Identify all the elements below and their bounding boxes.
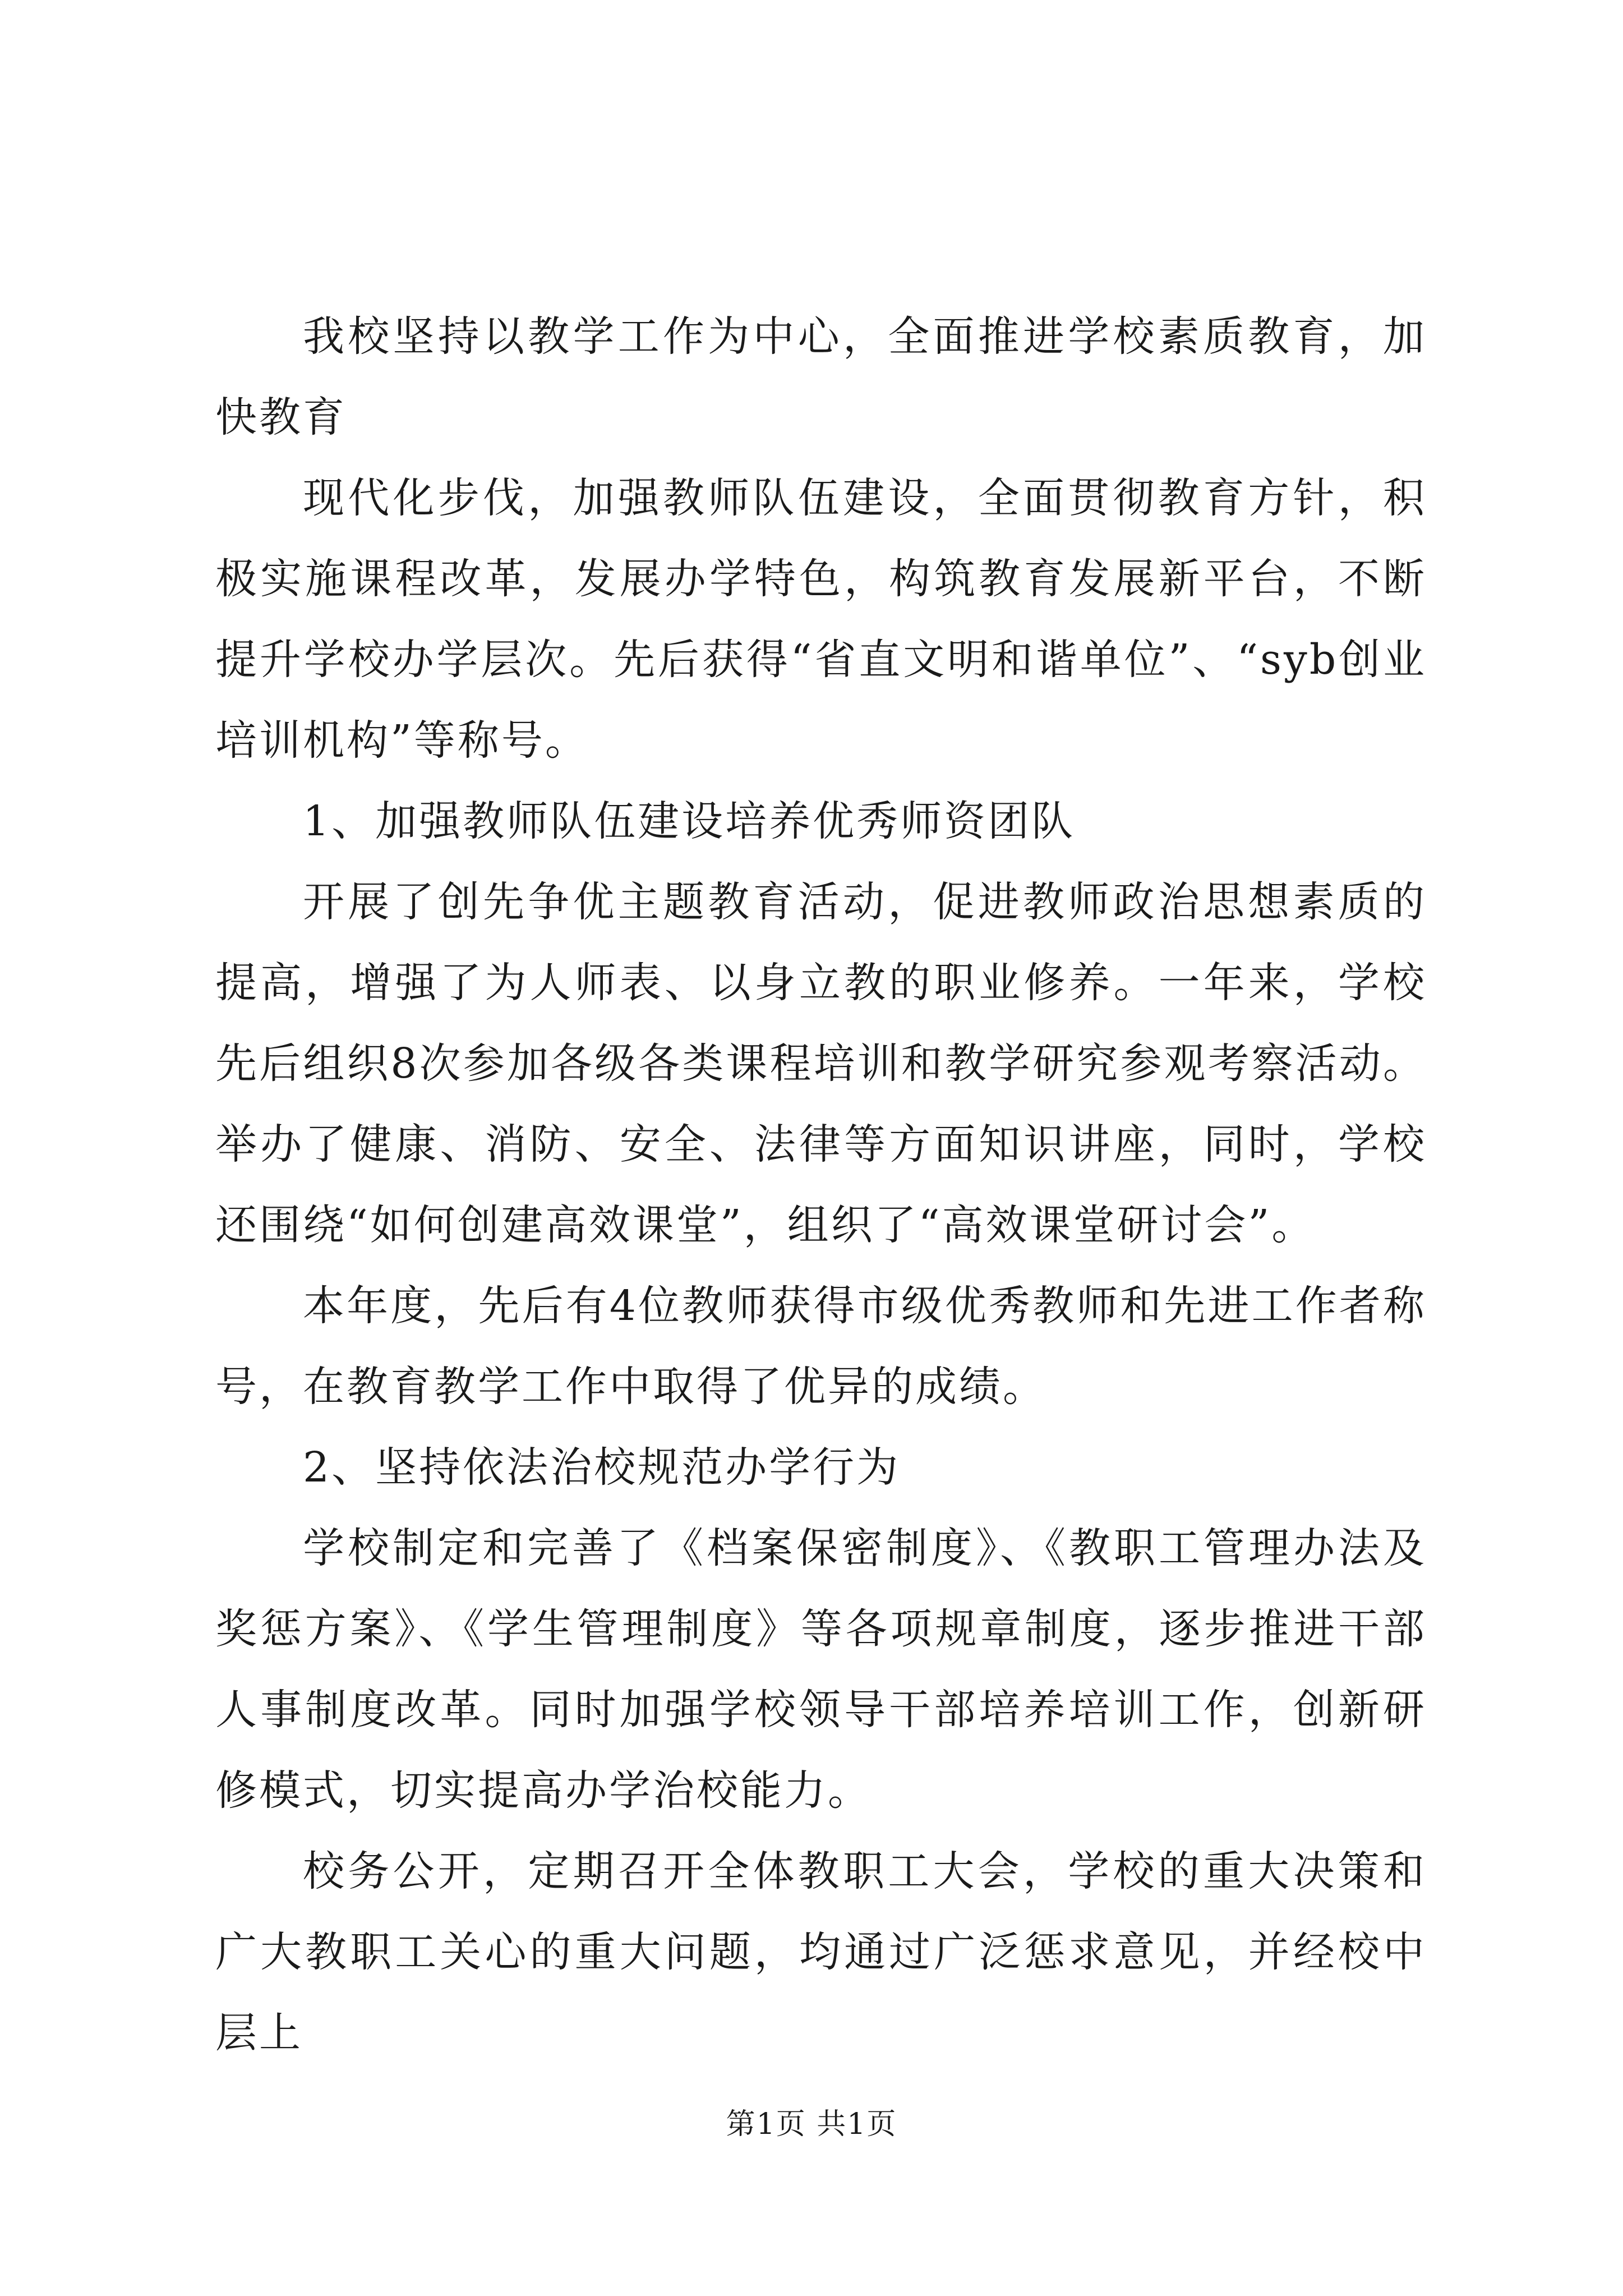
document-body: [215, 296, 1427, 2073]
paragraph-intro: 我校坚持以教学工作为中心，全面推进学校素质教育，加快教育: [215, 312, 1427, 441]
paragraph-regulations: 学校制定和完善了《档案保密制度》、《教职工管理办法及奖惩方案》、《学生管理制度》等各项规章制度，逐步推进干部人事制度改革。同时加强学校领导干部培养培训工作，创新研修模式，切实提高办学治校能力。: [215, 1524, 1427, 1815]
paragraph-modernization: 现代化步伐，加强教师队伍建设，全面贯彻教育方针，积极实施课程改革，发展办学特色，构筑教育发展新平台，不断提升学校办学层次。先后获得“省直文明和谐单位”、“syb创业培训机构”等称号。: [215, 474, 1427, 765]
section-heading-2: 2、坚持依法治校规范办学行为: [303, 1443, 901, 1492]
page-footer: 第1页 共1页: [726, 2108, 897, 2141]
paragraph-teacher-training: 开展了创先争优主题教育活动，促进教师政治思想素质的提高，增强了为人师表、以身立教的职业修养。一年来，学校先后组织8次参加各级各类课程培训和教学研究参观考察活动。举办了健康、消防、安全、法律等方面知识讲座，同时，学校还围绕“如何创建高效课堂”，组织了“高效课堂研讨会”。: [215, 878, 1427, 1249]
paragraph-school-affairs: 校务公开，定期召开全体教职工大会，学校的重大决策和广大教职工关心的重大问题，均通过广泛惩求意见，并经校中层上: [215, 1847, 1427, 2057]
section-heading-1: 1、加强教师队伍建设培养优秀师资团队: [303, 797, 1076, 845]
paragraph-teacher-awards: 本年度，先后有4位教师获得市级优秀教师和先进工作者称号，在教育教学工作中取得了优异的成绩。: [215, 1282, 1427, 1411]
